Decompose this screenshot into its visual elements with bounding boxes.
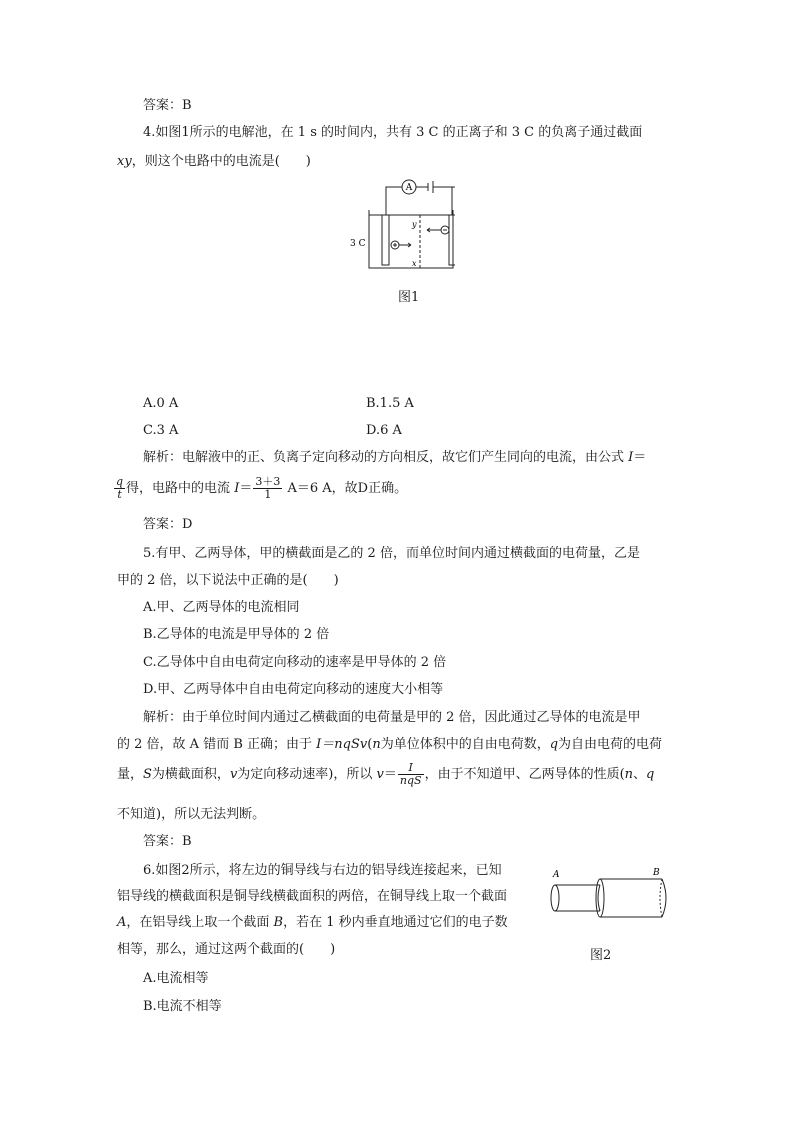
equals-sign: ＝ — [633, 450, 647, 465]
q4-option-c: C.3 A — [143, 423, 179, 438]
var-q: q — [549, 737, 559, 752]
q5-a2-text2: 为单位体积中的自由电荷数， — [380, 737, 550, 752]
q5-analysis-line2 — [117, 736, 662, 754]
q4-answer: 答案：D — [143, 517, 193, 532]
q6-l3-text2: ，若在 1 秒内垂直地通过它们的电子数 — [283, 915, 508, 930]
q4-stem-line2 — [117, 153, 311, 171]
figure-1-electrolytic-cell — [345, 175, 455, 275]
frac-numerator: q — [116, 475, 124, 488]
frac-num-3: I — [398, 762, 424, 775]
label-y: y — [412, 220, 417, 229]
q6-stem-line2: 铝导线的横截面积是铜导线横截面积的两倍，在铜导线上取一个截面 — [117, 889, 508, 904]
q5-a3-text3: 为定向移动速率)，所以 — [237, 767, 377, 782]
q6-stem-line3 — [117, 914, 508, 932]
q4-option-b: B.1.5 A — [366, 396, 414, 411]
q5-a2-paren: ( — [367, 737, 373, 752]
formula-nqsv: I＝nqSv — [316, 737, 368, 752]
q4-analysis-line1 — [143, 449, 646, 467]
frac-den-2: 1 — [264, 488, 272, 501]
q4-analysis-text3: A＝6 A，故D正确。 — [283, 481, 408, 496]
label-x: x — [412, 259, 417, 268]
q5-stem-line1: 5.有甲、乙两导体，甲的横截面是乙的 2 倍，而单位时间内通过横截面的电荷量，乙是 — [143, 546, 640, 561]
frac-den-3: nqS — [399, 774, 422, 787]
q5-stem-line2: 甲的 2 倍，以下说法中正确的是( ) — [117, 573, 339, 588]
q4-stem-line2-text: ，则这个电路中的电流是( ) — [131, 154, 311, 169]
fraction-6-over-1 — [253, 476, 282, 501]
charge-label: 3 C — [350, 239, 366, 249]
frac-num-2: 3＋3 — [255, 475, 281, 488]
fig2-label-a: A — [553, 870, 560, 880]
var-B: B — [273, 915, 284, 930]
q5-a2-text: 的 2 倍，故 A 错而 B 正确；由于 — [117, 737, 317, 752]
q5-analysis-line1: 解析：由于单位时间内通过乙横截面的电荷量是甲的 2 倍，因此通过乙导体的电流是甲 — [143, 710, 641, 725]
q4-stem-line1: 4.如图1所示的电解池，在 1 s 的时间内，共有 3 C 的正离子和 3 C 的负离子通过截面 — [143, 125, 643, 140]
var-xy: xy — [117, 154, 132, 169]
ammeter-label: A — [405, 183, 413, 193]
q5-option-a: A.甲、乙两导体的电流相同 — [143, 600, 300, 615]
q4-option-a: A.0 A — [143, 396, 179, 411]
q6-option-a: A.电流相等 — [143, 971, 209, 986]
q4-analysis-text2: 得，电路中的电流 — [126, 481, 235, 496]
var-I-2: I — [234, 481, 240, 496]
figure-1-caption: 图1 — [398, 290, 420, 305]
frac-denominator: t — [117, 488, 122, 501]
q5-option-c: C.乙导体中自由电荷定向移动的速率是甲导体的 2 倍 — [143, 655, 447, 670]
q6-stem-line4: 相等，那么，通过这两个截面的( ) — [117, 942, 336, 957]
q5-analysis-line4: 不知道)，所以无法判断。 — [117, 807, 266, 822]
var-v: v — [229, 767, 238, 782]
q6-option-b: B.电流不相等 — [143, 999, 222, 1014]
figure-2-conductor — [545, 865, 675, 925]
var-S: S — [143, 767, 152, 782]
q5-answer: 答案：B — [143, 834, 192, 849]
fraction-I-over-nqS — [398, 762, 424, 787]
var-v-2: v — [376, 767, 384, 782]
q4-option-d: D.6 A — [366, 423, 402, 438]
q5-option-b: B.乙导体的电流是甲导体的 2 倍 — [143, 627, 330, 642]
q5-option-d: D.甲、乙两导体中自由电荷定向移动的速度大小相等 — [143, 682, 444, 697]
fig2-label-b: B — [653, 868, 660, 878]
q6-l3-text: ，在铝导线上取一个截面 — [126, 915, 274, 930]
var-n: n — [372, 737, 381, 752]
q5-a3-text2: 为横截面积， — [151, 767, 230, 782]
var-I: I — [628, 450, 634, 465]
equals-sign-3: ＝ — [383, 767, 397, 782]
q5-analysis-line3 — [117, 760, 654, 790]
q5-a2-text3: 为自由电荷的电荷 — [558, 737, 663, 752]
q3-answer: 答案：B — [143, 98, 192, 113]
var-q-2: q — [646, 767, 655, 782]
q5-a3-text: 量， — [117, 767, 144, 782]
figure-2-caption: 图2 — [590, 948, 612, 963]
q5-a3-comma: 、 — [633, 767, 647, 782]
q6-stem-line1: 6.如图2所示，将左边的铜导线与右边的铝导线连接起来，已知 — [143, 863, 502, 878]
equals-sign-2: ＝ — [239, 481, 253, 496]
q4-analysis-text: 解析：电解液中的正、负离子定向移动的方向相反，故它们产生同向的电流，由公式 — [143, 450, 629, 465]
q4-analysis-line2 — [113, 474, 407, 504]
var-n-2: n — [624, 767, 634, 782]
var-A: A — [117, 915, 127, 930]
q5-a3-text4: ，由于不知道甲、乙两导体的性质( — [424, 767, 625, 782]
fraction-q-over-t — [114, 476, 125, 501]
